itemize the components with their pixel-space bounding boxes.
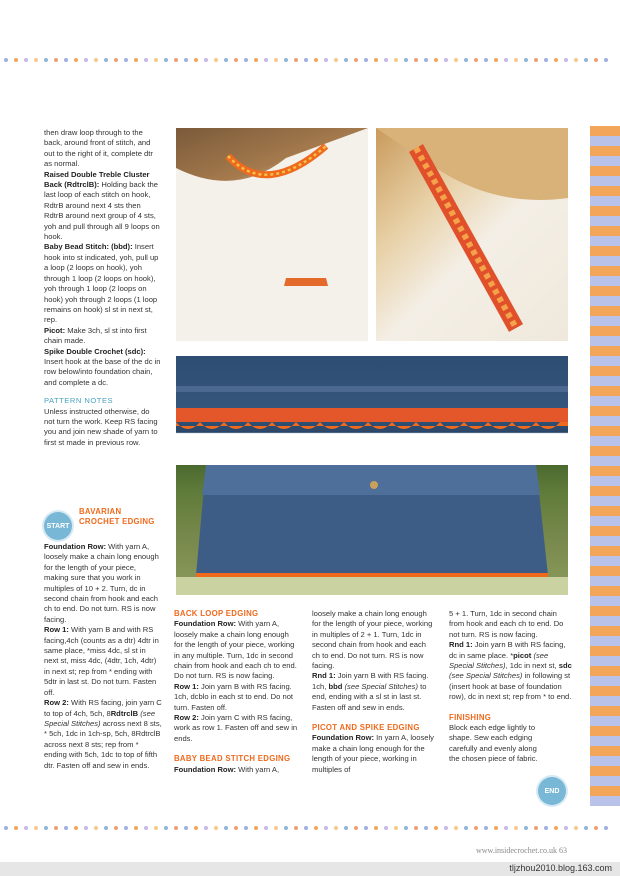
spike-title: Spike Double Crochet (sdc): [44,346,146,356]
border-dot [554,58,558,62]
border-dot [234,826,238,830]
border-dot [304,826,308,830]
border-dot [224,826,228,830]
border-dot [234,58,238,62]
border-dot [34,58,38,62]
back-found-title: Foundation Row: [174,619,236,629]
border-dot [74,826,78,830]
border-dot [594,58,598,62]
border-dot [434,826,438,830]
border-dot [104,826,108,830]
border-dot [304,58,308,62]
border-dot [604,826,608,830]
row2-text-b: across next 8 sts, * 5ch, 1dc in 1ch-sp, 5ch, 8RdtrclB across next 8 sts; rep from * ending with 5ch, 1dc to top of fifth dtr. Fasten off and sew in ends. [44,718,162,770]
border-dot [524,826,528,830]
picot-spike-heading: PICOT AND SPIKE EDGING [312,723,420,733]
border-dot [184,58,188,62]
end-badge: END [538,777,566,805]
picot-cont-text: 5 + 1. Turn, 1dc in second chain from hook and each ch to end. Do not turn. RS is now facing. [449,609,564,639]
border-dot [84,826,88,830]
row2-title: Row 2: [44,698,69,708]
bavarian-heading: BAVARIAN CROCHET EDGING [79,507,155,527]
photo-denim-skirt [176,465,568,595]
border-dot [514,826,518,830]
border-dot [124,826,128,830]
denim-skirt-illustration [176,465,568,595]
border-dot [364,58,368,62]
top-dot-border [0,56,620,64]
border-dot [504,58,508,62]
border-dot [194,826,198,830]
border-dot [324,58,328,62]
border-dot [314,58,318,62]
rnd1-text-b: to end, ending with a sl st in last st. Fasten off and sew in ends. [312,681,427,712]
border-dot [64,58,68,62]
border-dot [34,826,38,830]
found-title: Foundation Row: [44,542,106,551]
rnd1-italic: (see Special Stitches) [344,681,418,691]
border-dot [164,826,168,830]
border-dot [214,826,218,830]
border-dot [284,58,288,62]
rnd1-title: Rnd 1: [312,671,336,681]
border-dot [194,58,198,62]
border-dot [74,58,78,62]
border-dot [144,826,148,830]
border-dot [544,58,548,62]
column-special-stitches [44,128,162,448]
picot-title: Picot: [44,325,66,335]
picot-rnd1-text-c: in following st (insert hook at base of foundation row), dc in next st; rep from * to end. [449,671,572,702]
border-dot [424,826,428,830]
border-dot [394,826,398,830]
border-dot [204,58,208,62]
border-dot [444,58,448,62]
back-row1-text: Join yarn B with RS facing. 1ch, dcblo in each st to end. Do not turn. Fasten off. [174,681,294,712]
border-dot [414,826,418,830]
border-dot [324,826,328,830]
border-dot [264,58,268,62]
border-dot [464,826,468,830]
border-dot [134,826,138,830]
border-dot [54,826,58,830]
border-dot [574,826,578,830]
border-dot [274,826,278,830]
border-dot [244,826,248,830]
border-dot [514,58,518,62]
column-baby-bead-cont [312,609,436,775]
border-dot [4,826,8,830]
border-dot [554,826,558,830]
rnd1-text-a: Join yarn B with RS facing. 1ch, [312,671,429,691]
border-dot [154,826,158,830]
picot-text: Make 3ch, sl st into first chain made. [44,325,147,346]
border-dot [354,58,358,62]
border-dot [24,58,28,62]
border-dot [574,58,578,62]
border-dot [214,58,218,62]
border-dot [114,58,118,62]
border-dot [444,826,448,830]
page-number: 63 [559,846,568,855]
footer-url-line [476,846,567,855]
denim-edge-illustration [176,356,568,454]
border-dot [284,826,288,830]
back-row1-title: Row 1: [174,681,199,691]
back-row2-title: Row 2: [174,713,199,723]
border-dot [534,58,538,62]
photo-denim-edge [176,356,568,454]
bead-found-title: Foundation Row: [174,764,236,774]
row1-title: Row 1: [44,625,69,635]
border-dot [484,58,488,62]
border-dot [384,58,388,62]
bead-cont-text: loosely make a chain long enough for the length of your piece, working in multiples of 2 + 1. Turn, 1dc in second chain from hook and each ch to end. Do not turn. RS is now facing. [312,609,433,671]
border-dot [294,826,298,830]
border-dot [184,826,188,830]
border-dot [44,58,48,62]
border-dot [314,826,318,830]
side-stripe-decoration [590,126,620,806]
border-dot [274,58,278,62]
border-dot [4,58,8,62]
column-picot-cont [449,609,573,765]
border-dot [94,58,98,62]
border-dot [564,826,568,830]
border-dot [114,826,118,830]
border-dot [454,826,458,830]
row2-italic: (see Special Stitches) [44,708,156,728]
border-dot [454,58,458,62]
border-dot [584,826,588,830]
intro-text: then draw loop through to the back, around front of stitch, and out to the right of it, complete dtr as normal. [44,128,153,169]
column-back-loop [174,609,298,775]
border-dot [174,826,178,830]
picot-rnd1-bold2: sdc [558,661,572,671]
border-dot [334,58,338,62]
footer-url[interactable]: www.insidecrochet.co.uk [476,846,558,855]
border-dot [404,826,408,830]
photo-neckline-closeup [376,128,568,341]
border-dot [504,826,508,830]
border-dot [524,58,528,62]
finishing-heading: FINISHING [449,712,492,722]
border-dot [424,58,428,62]
pattern-notes-text: Unless instructed otherwise, do not turn the work. Keep RS facing you and join new shade of yarn to first st made in previous row. [44,406,158,447]
border-dot [474,58,478,62]
border-dot [14,58,18,62]
photo-tshirt-neckline [176,128,368,341]
border-dot [414,58,418,62]
border-dot [24,826,28,830]
raised-text: Holding back the last loop of each stitch on hook, RdtrB around next 4 sts then RdtrB around next group of 4 sts, yoh and pull through all 9 loops on hook. [44,180,160,242]
border-dot [94,826,98,830]
border-dot [374,58,378,62]
border-dot [224,58,228,62]
bead-text: Insert hook into st indicated, yoh, pull up a loop (2 loops on hook), yoh through 1 loop (2 loops on hook), yoh through 1 loop (2 loops on hook) yoh through 2 loops (1 loop remains on hook) sl st in next st, rep. [44,242,159,325]
border-dot [164,58,168,62]
border-dot [604,58,608,62]
border-dot [264,826,268,830]
border-dot [334,826,338,830]
baby-bead-heading: BABY BEAD STITCH EDGING [174,754,291,764]
border-dot [84,58,88,62]
border-dot [534,826,538,830]
border-dot [364,826,368,830]
rnd1-bold: bbd [328,681,343,691]
border-dot [54,58,58,62]
back-found-text: With yarn A, loosely make a chain long enough for the length of your piece, working in any multiple. Turn, 1dc in second chain from hook and each ch to end. Do not turn. RS is now facing. [174,619,297,681]
border-dot [494,826,498,830]
picot-rnd1-text-a: Join yarn B with RS facing, dc in same place. * [449,640,566,660]
raised-title: Raised Double Treble Cluster Back (RdtrclB): [44,169,150,190]
border-dot [394,58,398,62]
border-dot [584,58,588,62]
tshirt-neckline-illustration [176,128,368,341]
border-dot [154,58,158,62]
border-dot [294,58,298,62]
row1-text: With yarn B and with RS facing,4ch (counts as a dtr) 4dtr in same place, *miss 4dc, sl st in next st, miss 4dc, (4dtr, 1ch, 4dtr) in next st; rep from * ending with 5dtr in last st. Do not turn. Fasten off. [44,625,159,697]
bead-title: Baby Bead Stitch: (bbd): [44,242,133,252]
picot-rnd1-italic1: (see Special Stitches) [449,650,549,671]
border-dot [594,826,598,830]
picot-rnd1-text-b: , 1dc in next st, [505,661,557,671]
picot-rnd1-italic2: (see Special Stitches) [449,671,523,681]
border-dot [104,58,108,62]
border-dot [64,826,68,830]
finishing-text: Block each edge lightly to shape. Sew each edging carefully and evenly along the chosen piece of fabric. [449,723,538,764]
border-dot [564,58,568,62]
border-dot [174,58,178,62]
border-dot [374,826,378,830]
back-loop-heading: BACK LOOP EDGING [174,609,259,618]
border-dot [144,58,148,62]
bead-found-text: With yarn A, [238,764,280,774]
border-dot [464,58,468,62]
picot-rnd1-title: Rnd 1: [449,640,473,650]
border-dot [204,826,208,830]
start-badge: START [44,512,72,540]
spike-text: Insert hook at the base of the dc in row below/into foundation chain, and complete a dc. [44,356,161,387]
border-dot [344,58,348,62]
neckline-closeup-illustration [376,128,568,341]
border-dot [44,826,48,830]
border-dot [254,58,258,62]
row2-text-a: With RS facing, join yarn C to top of 4ch, 5ch, 8 [44,698,162,718]
bottom-dot-border [0,824,620,832]
picot-found-text: In yarn A, loosely make a chain long enough for the length of your piece, working in multiples of [312,733,434,774]
column-bavarian-instructions [44,542,162,771]
border-dot [14,826,18,830]
border-dot [484,826,488,830]
picot-rnd1-bold1: picot [513,650,532,660]
border-dot [434,58,438,62]
border-dot [544,826,548,830]
border-dot [254,826,258,830]
border-dot [474,826,478,830]
border-dot [134,58,138,62]
back-row2-text: Join yarn C with RS facing, work as row 1. Fasten off and sew in ends. [174,713,298,743]
border-dot [354,826,358,830]
picot-found-title: Foundation Row: [312,733,374,743]
border-dot [494,58,498,62]
found-text: With yarn A, loosely make a chain long enough for the length of your piece, making sure that you work in multiples of 10 + 2. Turn, dc in second chain from hook and each ch to end. Do not turn. RS is now facing. [44,542,159,624]
row2-bold: RdtrclB [110,708,139,718]
border-dot [124,58,128,62]
pattern-notes-heading: PATTERN NOTES [44,396,114,406]
border-dot [404,58,408,62]
watermark: tljzhou2010.blog.163.com [509,863,612,873]
border-dot [244,58,248,62]
border-dot [344,826,348,830]
border-dot [384,826,388,830]
